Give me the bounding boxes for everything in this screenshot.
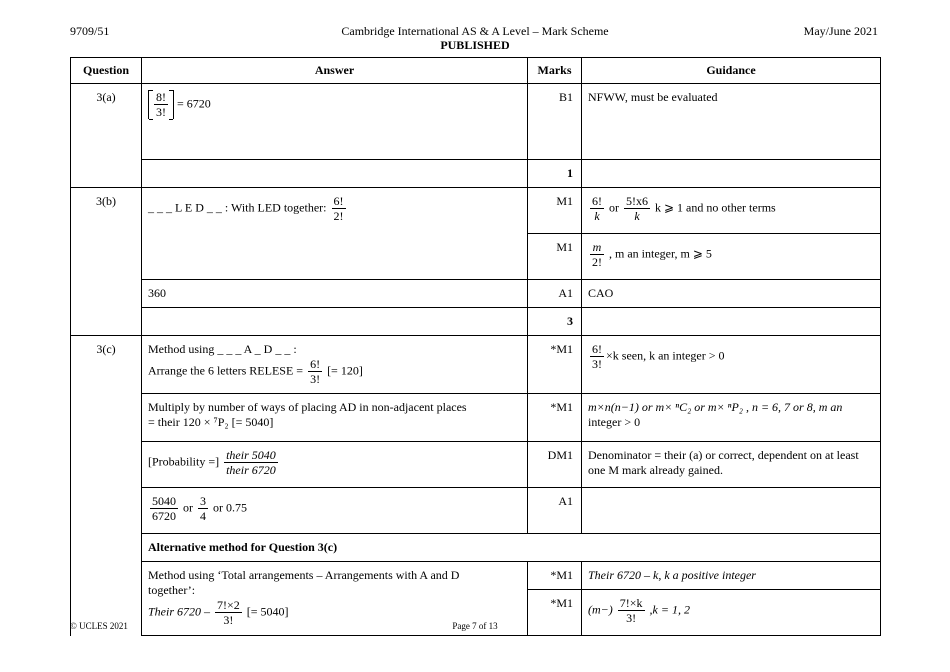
col-guidance: Guidance	[582, 58, 881, 84]
answer-cell	[142, 336, 528, 394]
table-row	[71, 188, 881, 234]
published-label: PUBLISHED	[440, 38, 510, 52]
table-header-row	[71, 58, 881, 84]
guidance-text: (m−)	[588, 602, 613, 617]
table-row	[71, 336, 881, 394]
fraction	[624, 194, 650, 223]
guidance-cell: NFWW, must be evaluated	[582, 84, 881, 160]
guidance-text: k ⩾ 1 and no other terms	[655, 200, 776, 215]
or-text: or	[609, 200, 619, 215]
question-spacer	[71, 280, 142, 308]
table-row	[71, 442, 881, 488]
page-number: Page 7 of 13	[452, 621, 498, 631]
mark: A1	[528, 488, 582, 534]
denominator: k	[634, 209, 640, 223]
table-row	[71, 562, 881, 590]
answer-cell	[142, 394, 528, 442]
answer-cell	[142, 442, 528, 488]
guidance-cell	[582, 394, 881, 442]
answer-cell	[142, 188, 528, 280]
mark: M1	[528, 234, 582, 280]
table-row	[71, 394, 881, 442]
answer-text: _ _ _ L E D _ _ : With LED together:	[148, 200, 327, 215]
mark-scheme-table	[70, 57, 881, 636]
guidance-text: one M mark already gained.	[588, 463, 723, 477]
answer-text: Method using ‘Total arrangements – Arrangements with A and D	[148, 568, 460, 582]
answer-value: = 6720	[177, 96, 211, 111]
answer-cell: 360	[142, 280, 528, 308]
denominator: k	[594, 209, 600, 223]
denominator: 3!	[592, 357, 602, 371]
paper-code: 9709/51	[70, 24, 110, 38]
guidance-text: ,k = 1, 2	[649, 602, 690, 617]
answer-text: Method using _ _ _ A _ D _ _ :	[148, 342, 297, 356]
mark: DM1	[528, 442, 582, 488]
numerator: 8!	[156, 90, 166, 104]
denominator: 3!	[626, 611, 637, 625]
mark: *M1	[528, 336, 582, 394]
answer-cell	[142, 160, 528, 188]
guidance-cell: CAO	[582, 280, 881, 308]
guidance-cell	[582, 336, 881, 394]
guidance-cell	[582, 442, 881, 488]
question-spacer	[71, 488, 142, 534]
answer-cell	[142, 84, 528, 160]
numerator: m	[590, 240, 604, 255]
numerator: their 5040	[226, 448, 276, 462]
fraction	[224, 448, 278, 477]
denominator: 2!	[592, 255, 602, 269]
answer-text: together’:	[148, 583, 196, 597]
mark: A1	[528, 280, 582, 308]
table-row	[71, 534, 881, 562]
fraction	[590, 240, 604, 269]
numerator: 6!	[333, 194, 344, 208]
table-row	[71, 488, 881, 534]
question-label: 3(c)	[71, 336, 142, 394]
mark: *M1	[528, 590, 582, 636]
mark: *M1	[528, 562, 582, 590]
answer-cell	[142, 308, 528, 336]
denominator: 3!	[156, 105, 166, 119]
answer-text: [Probability =]	[148, 454, 220, 469]
fraction	[154, 90, 168, 119]
question-spacer	[71, 234, 142, 280]
answer-text: [= 120]	[327, 363, 363, 378]
denominator: 6720	[152, 509, 176, 523]
guidance-cell	[582, 160, 881, 188]
fraction	[590, 194, 604, 223]
answer-text: [= 5040]	[246, 604, 289, 619]
mark-total: 1	[528, 160, 582, 188]
title-text: Cambridge International AS & A Level – Mark Scheme	[341, 24, 609, 38]
numerator: 5040	[152, 494, 176, 508]
fraction	[150, 494, 178, 523]
col-marks: Marks	[528, 58, 582, 84]
fraction	[332, 194, 346, 223]
numerator: 3	[200, 494, 206, 508]
question-spacer	[71, 442, 142, 488]
or-text: or	[183, 500, 193, 515]
guidance-text: integer > 0	[588, 415, 641, 429]
answer-text: Their 6720 –	[148, 604, 211, 619]
numerator: 6!	[592, 194, 602, 208]
alternative-method-heading: Alternative method for Question 3(c)	[142, 534, 881, 562]
fraction	[198, 494, 208, 523]
guidance-text: , m an integer, m ⩾ 5	[609, 246, 712, 261]
denominator: their 6720	[226, 463, 276, 477]
question-label: 3(b)	[71, 188, 142, 234]
numerator: 5!x6	[626, 194, 648, 208]
copyright: © UCLES 2021	[70, 621, 128, 631]
numerator: 7!×k	[619, 596, 643, 610]
denominator: 4	[200, 509, 206, 523]
guidance-cell	[582, 234, 881, 280]
question-spacer	[71, 160, 142, 188]
bracket-expression	[148, 90, 174, 119]
answer-text: or 0.75	[213, 500, 247, 515]
guidance-cell	[582, 488, 881, 534]
answer-text: Multiply by number of ways of placing AD in non-adjacent places	[148, 400, 467, 414]
table-row	[71, 280, 881, 308]
guidance-text: Denominator = their (a) or correct, dependent on at least	[588, 448, 859, 462]
answer-line	[148, 357, 521, 386]
question-spacer	[71, 308, 142, 336]
exam-session: May/June 2021	[803, 24, 878, 38]
denominator: 3!	[310, 372, 321, 386]
mark-total: 3	[528, 308, 582, 336]
guidance-text: ×k seen, k an integer > 0	[606, 348, 725, 363]
table-row	[71, 308, 881, 336]
numerator: 6!	[592, 342, 602, 356]
mark: B1	[528, 84, 582, 160]
answer-cell	[142, 488, 528, 534]
answer-text: Arrange the 6 letters RELESE =	[148, 363, 304, 378]
question-spacer	[71, 394, 142, 442]
denominator: 2!	[333, 209, 344, 223]
table-row	[71, 160, 881, 188]
guidance-text: m×n(n−1) or m× ⁿC₂ or m× ⁿP₂ , n = 6, 7 or 8, m an	[588, 400, 843, 414]
mark: M1	[528, 188, 582, 234]
numerator: 6!	[310, 357, 321, 371]
answer-text: = their 120 × ⁷P₂ [= 5040]	[148, 415, 274, 429]
mark: *M1	[528, 394, 582, 442]
numerator: 7!×2	[217, 598, 240, 612]
denominator: 3!	[223, 613, 234, 627]
question-spacer	[71, 534, 142, 562]
question-spacer	[71, 562, 142, 590]
question-label: 3(a)	[71, 84, 142, 160]
table-row	[71, 84, 881, 160]
fraction	[308, 357, 322, 386]
guidance-cell	[582, 308, 881, 336]
guidance-cell: Their 6720 – k, k a positive integer	[582, 562, 881, 590]
guidance-cell	[582, 188, 881, 234]
col-answer: Answer	[142, 58, 528, 84]
col-question: Question	[71, 58, 142, 84]
fraction	[590, 342, 604, 371]
